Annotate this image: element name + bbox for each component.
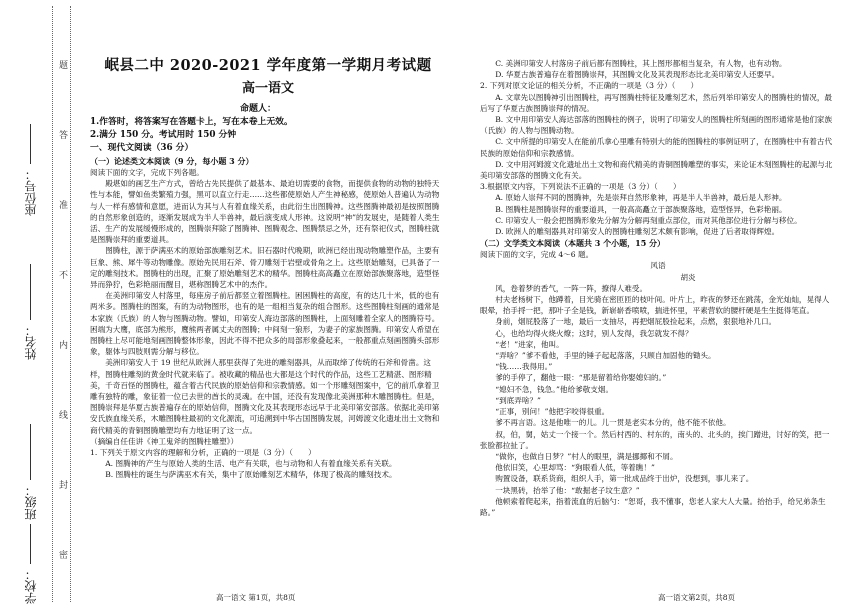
story-paragraph: 爹的手停了，翻他一眼：“那是留着给你娶媳妇的。” — [495, 373, 667, 383]
question-option: B. 图腾柱的诞生与萨满巫术有关，集中了原始雕刻艺术精华，体现了极高的雕刻技术。 — [105, 470, 397, 480]
story-paragraph: 爹不再言语。这是他唯一的儿。儿一贯是老实本分的，他不能不依他。 — [495, 418, 731, 428]
story-paragraph: 他顿索着爬起来，指着流血的后脑勺：“恕哥，我不懂事，您老人家大人大量。抬抬手，给兄弟条生路。” — [480, 496, 826, 517]
passage-paragraph: 美洲印第安人于 19 世纪从欧洲人那里获得了先进的雕刻器具，从而取缔了传统的石斧和骨凿。这样，图腾柱雕刻的黄金时代就来临了。被收藏的精品也大都是这个时代的作品，这些工艺精湛、图形精美，千奇百怪的图腾柱，蕴含着古代民族的原始信仰和宗教情感。如一个形雕刻图案中，它的前爪拿着卫雕有独特的雕，象征着一位已去世的酋长的灵魂。在中国，还没有发现像北美洲那种木雕图腾柱。但是，图腾崇拜是华夏古族普遍存在的原始信仰，图腾文化及其表现形态远早于北美印第安部落。依据北美印第安氏族血缘关系，木雕图腾柱最初的文化源流，可追溯到中华古国图腾发展，河姆渡文化遗址出土文物和商代精美的青铜图腾雕塑均有力地证明了这一点。 — [90, 358, 440, 435]
question-option: B. 文中用印第安人海达部落的图腾柱的例子，说明了印第安人的图腾柱所刻画的图形通常是他们家族（氏族）的人物与图腾动物。 — [480, 115, 833, 136]
subsection-heading: （二）文学类文本阅读（本题共 3 个小题，15 分） — [480, 238, 666, 249]
binding-dotted-line — [70, 6, 71, 602]
question-option: D. 欧洲人的雕刻器具对印第安人的图腾柱雕刻艺术颇有影响，促进了后者取得辉煌。 — [495, 227, 780, 237]
passage-paragraph: 殿堪如的画艺生产方式，曾给古先民提供了最基本、最迫切需要的食物，而提供食物的动物的独特天性与本能，譬如鱼类繁殖力强，黑可以直立行走……这些都使原始人产生神秘感，使原始人普遍认为动物与人一样有感情和意愿，进而认为其与人有着血缘关系，由此衍生出图腾神。这些图腾神最初是按照图腾的自然形象创造的，逐渐发展成为半人半兽神，最后演变成人形神。这说明“神”的发展史，是随着人类生活、生产的发展缓慢形成的，图腾崇拜除了图腾神、图腾观念、图腾禁忌之外，还有祭祀仪式，图腾柱就是图腾崇拜的重要道具。 — [90, 179, 440, 245]
question-option: C. 印第安人一般会把图腾形象先分解为分解再刻重点部位，而对其他部位进行分解与移位。 — [495, 215, 802, 225]
story-paragraph: 风，卷着梦的香气，一阵一阵，撩得人难受。 — [495, 283, 648, 293]
school-field — [22, 520, 50, 604]
story-paragraph: “到底弄啥？” — [495, 395, 541, 405]
passage-paragraph: 图腾柱，源于萨满巫术的原始部族雕刻艺术。旧石器时代晚期，欧洲已经出现动物雕塑作品，主要有巨象、熊、犀牛等动物雕像。原始先民用石斧、骨刀雕刻于岩壁或骨角之上。这些原始雕刻，已具备了一定的雕刻技术。图腾柱的出现，汇聚了原始雕刻艺术的精华。图腾柱高高矗立在原始部族聚落地，造型怪异而狰狞，色彩艳丽而醒目，堪称图腾艺术中的杰作。 — [90, 246, 440, 290]
question-option: A. 文章先以图腾神引出图腾柱，再写图腾柱特征及雕刻艺术，然后列举印第安人的图腾柱的情况，最后写了华夏古族图腾崇拜的情况。 — [480, 92, 833, 113]
seal-marks — [56, 0, 68, 608]
passage-source: （摘编自任佳讲《神工鬼斧的图腾柱雕塑》） — [90, 436, 239, 446]
name-label: 姓名： — [24, 324, 38, 360]
class-blank — [31, 424, 32, 480]
story-paragraph: “老！”进家，他叫。 — [495, 339, 564, 349]
story-author: 胡炎 — [680, 272, 696, 282]
section-heading: 一、现代文阅读（36 分） — [90, 143, 194, 153]
question-stem: 2. 下列对原文论证的相关分析，不正确的一项是（3 分）（ ） — [480, 81, 699, 91]
story-paragraph: 他依旧笑，心里却骂：“狗眼看人低，等着瞧！” — [495, 463, 655, 473]
exam-title: 岷县二中 2020-2021 学年度第一学期月考试题 — [104, 57, 432, 74]
question-option: D. 华夏古族普遍存在着图腾崇拜，其图腾文化及其表现形态比北美印第安人还要早。 — [495, 70, 780, 80]
question-option: A. 图腾神的产生与原始人类的生活、电产有关联，也与动物和人有着血缘关系有关联。 — [105, 459, 397, 469]
school-blank — [31, 524, 32, 564]
binding-dotted-line — [52, 6, 53, 602]
question-option: D. 文中用河姆渡文化遗址出土文物和商代精美的青铜图腾雕塑的事实，来论证木刻图腾柱的起源与北美印第安部落的图腾文化有关。 — [480, 159, 833, 181]
exam-subject: 高一语文 — [241, 81, 294, 96]
story-paragraph: “媳妇不急，钱急。”他给爹敬支烟。 — [495, 384, 614, 394]
subsection-heading: （一）论述类文本阅读（9 分，每小题 3 分） — [90, 156, 254, 166]
passage-paragraph: 在美洲印第安人村落里，每座房子前后都竖立着图腾柱。困困腾柱的高度，有的达几十米，低的也有两米多。图腾柱的图案，有的为动物图形，也有的是一组相当复杂的组合图形。这些图腾柱刻画的通常是本家族（氏族）的人物与图腾动物。譬如，印第安人海边部落的图腾柱，上面刻雕着全家人的图腾符号。困端为大鹰，底部为熊形，鹰熊两者属丈夫的图腾；中间刻一狼形，为妻子的家族图腾。印第安人希望在图腾柱上尽可能地刻画图腾整体形象，因此不得不把众多的局部形象叠起来，一般都重点刻画图腾头部形象，躯体与四肢则需分解与移位。 — [90, 291, 440, 357]
binding-strip — [0, 0, 80, 608]
page-footer-left: 高一语文 第1页，共8页 — [216, 593, 296, 602]
story-paragraph: 叔，伯，舅，姑丈一个接一个。然后村西的、村东的，南头的、北头的，挨门蹭进，讨好的笑，把一张脸都拉扯了。 — [480, 429, 830, 450]
class-label: 班级： — [24, 484, 38, 520]
story-paragraph: 一块黑砖，抬举了他：“敢掘老子坟生意？” — [495, 485, 640, 495]
seat-field — [22, 120, 50, 216]
reading-intro: 阅读下面的文字，完成 4～6 题。 — [480, 250, 594, 260]
binding-fields — [22, 0, 50, 608]
seal-char: 题 — [57, 60, 67, 69]
name-field — [22, 260, 50, 360]
story-paragraph: 购置设备，联系货商，组织人手，第一批成品终于出炉，没想到，事儿来了。 — [495, 474, 754, 484]
story-paragraph: “正事，别问！”他把字咬得很重。 — [495, 407, 610, 417]
story-paragraph: 村夫老杨树下，他蹲着，目光骑在密匝匝的枝叶间。叶片上，昨夜的梦还在跳荡，金光灿灿，晃得人眼晕，抬手捋一把，那叶子全是钱，新崭崭香喷喷，揣进怀里，平素营软的腰杆硬是生生挺得笔直。 — [480, 295, 830, 316]
note-2: 2.满分 150 分。考试用时 150 分钟 — [90, 130, 237, 140]
question-option: C. 文中所提的印第安人在能前爪拿心里雕有特别大的能的图腾柱的事例证明了，在图腾柱中有着古代民族的原始信仰和宗教感情。 — [480, 137, 833, 158]
story-paragraph: “弄啥？”爹不看他，手里的锤子起起落落，只顾自加固他的锄头。 — [495, 351, 716, 361]
seal-char: 不 — [57, 270, 67, 279]
seat-blank — [31, 124, 32, 164]
seal-char: 封 — [57, 480, 67, 489]
reading-intro: 阅读下面的文字，完成下列各题。 — [90, 168, 204, 177]
seal-char: 线 — [57, 410, 67, 419]
right-column — [480, 58, 836, 518]
question-stem: 3.根据原文内容，下列说法不正确的一项是（3 分）（ ） — [480, 182, 681, 192]
story-paragraph: “做你，也做自日梦？”村人的眼里，满是挪揶和不屑。 — [495, 451, 678, 461]
story-paragraph: 身前，烟屁股落了一地，最后一支抽尽，再把烟屁股捡起来，点燃，狠狠地补几口。 — [495, 317, 777, 327]
question-option: A. 原始人崇拜不同的图腾神，先是崇拜自然形象神，再是半人半兽神，最后是人形神。 — [495, 193, 787, 203]
school-label: 学校： — [24, 568, 38, 604]
story-paragraph: 心，也给均得火烧火燎；这时，别人发得，我怎就发不得？ — [495, 328, 693, 338]
question-stem: 1. 下列关于原文内容的理解和分析，正确的一项是（3 分）（ ） — [90, 448, 316, 458]
author-label: 命题人： — [240, 104, 277, 114]
page-footer-right: 高一语文第2页，共8页 — [658, 593, 736, 602]
left-column — [90, 52, 446, 481]
note-1: 1.作答时，将答案写在答题卡上，写在本卷上无效。 — [90, 117, 293, 127]
story-title: 风语 — [650, 261, 666, 271]
seal-char: 密 — [57, 550, 67, 559]
seal-char: 答 — [57, 130, 67, 139]
seat-label: 座位号： — [24, 168, 38, 216]
seal-char: 准 — [57, 200, 67, 209]
question-option: C. 美洲印第安人村落房子前后都有图腾柱，其上图形都相当复杂，有人物，也有动物。 — [495, 59, 787, 68]
story-paragraph: “钱……我得用。” — [495, 362, 553, 372]
name-blank — [31, 264, 32, 320]
question-option: B. 图腾柱是图腾崇拜的重要道具，一般高高矗立于部族聚落地，造型怪异，色彩艳丽。 — [495, 204, 787, 214]
class-field — [22, 420, 50, 520]
seal-char: 内 — [57, 340, 67, 349]
